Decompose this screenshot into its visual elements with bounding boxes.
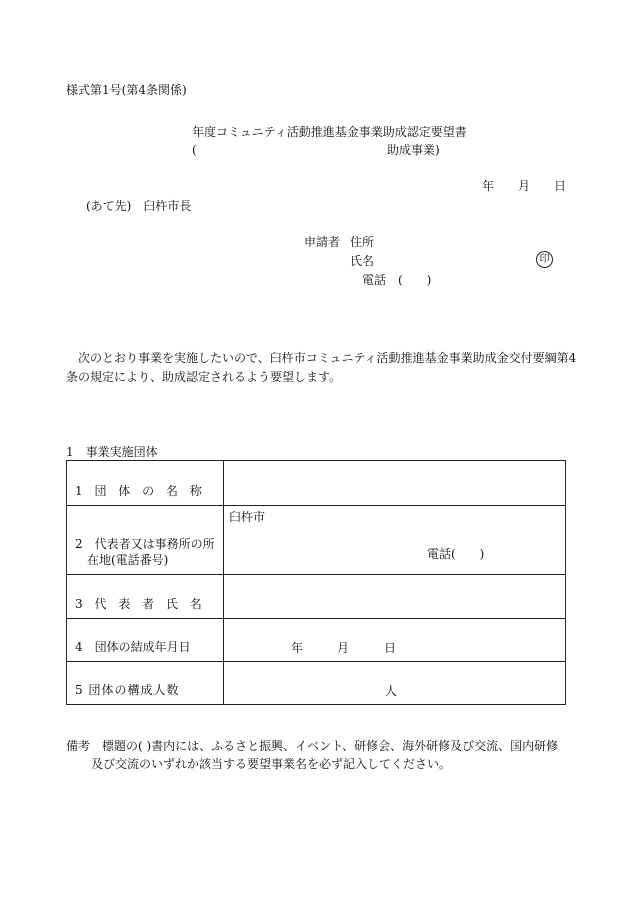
date-year: 年: [482, 179, 495, 193]
table-row: [67, 619, 566, 662]
document-title: 年度コミュニティ活動推進基金事業助成認定要望書: [192, 125, 467, 139]
org-name-label: 1 団 体 の 名 称: [67, 461, 224, 506]
member-unit: 人: [385, 684, 398, 698]
table-row: [67, 461, 566, 506]
body-line-1: 次のとおり事業を実施したいので、臼杵市コミュニティ活動推進基金事業助成金交付要綱第4: [66, 351, 577, 365]
table-row: [67, 662, 566, 705]
form-number: 様式第1号(第4条関係): [66, 83, 187, 97]
rep-name-label: 3 代 表 者 氏 名: [67, 575, 224, 619]
subtitle-close: 助成事業): [387, 143, 440, 157]
remarks-line-2: 及び交流のいずれか該当する要望事業名を必ず記入してください。: [91, 757, 452, 771]
founded-year: 年: [291, 641, 304, 655]
address-label: 住所: [350, 235, 375, 249]
rep-phone: 電話( ): [427, 547, 485, 561]
founded-date-field[interactable]: [224, 619, 566, 662]
rep-address-field[interactable]: [224, 506, 566, 575]
addressee: (あて先) 臼杵市長: [86, 199, 192, 213]
subtitle-open-paren: (: [192, 143, 197, 157]
seal-mark: 印: [536, 251, 553, 268]
name-label: 氏名: [350, 254, 375, 268]
date-day: 日: [554, 179, 567, 193]
rep-address-label-line1: 2 代表者又は事務所の所: [75, 537, 215, 551]
member-count-field[interactable]: [224, 662, 566, 705]
section-heading: 1 事業実施団体: [66, 445, 158, 459]
body-line-2: 条の規定により、助成認定されるよう要望します。: [66, 370, 342, 384]
rep-address-label: [67, 506, 224, 575]
city-prefix: 臼杵市: [229, 510, 266, 524]
rep-address-label-line2: 在地(電話番号): [87, 553, 169, 567]
rep-name-field[interactable]: [224, 575, 566, 619]
org-name-field[interactable]: [224, 461, 566, 506]
founded-month: 月: [337, 641, 350, 655]
remarks-line-1: 備考 標題の( )書内には、ふるさと振興、イベント、研修会、海外研修及び交流、国内研修: [66, 739, 559, 753]
table-row: [67, 575, 566, 619]
founded-date-label: 4 団体の結成年月日: [67, 619, 224, 662]
member-count-label: 5 団体の構成人数: [67, 662, 224, 705]
applicant-label: 申請者: [304, 235, 341, 249]
date-month: 月: [518, 179, 531, 193]
founded-day: 日: [384, 641, 397, 655]
table-row: [67, 506, 566, 575]
organization-table: [66, 460, 566, 705]
phone-label: 電話 ( ): [362, 273, 432, 287]
